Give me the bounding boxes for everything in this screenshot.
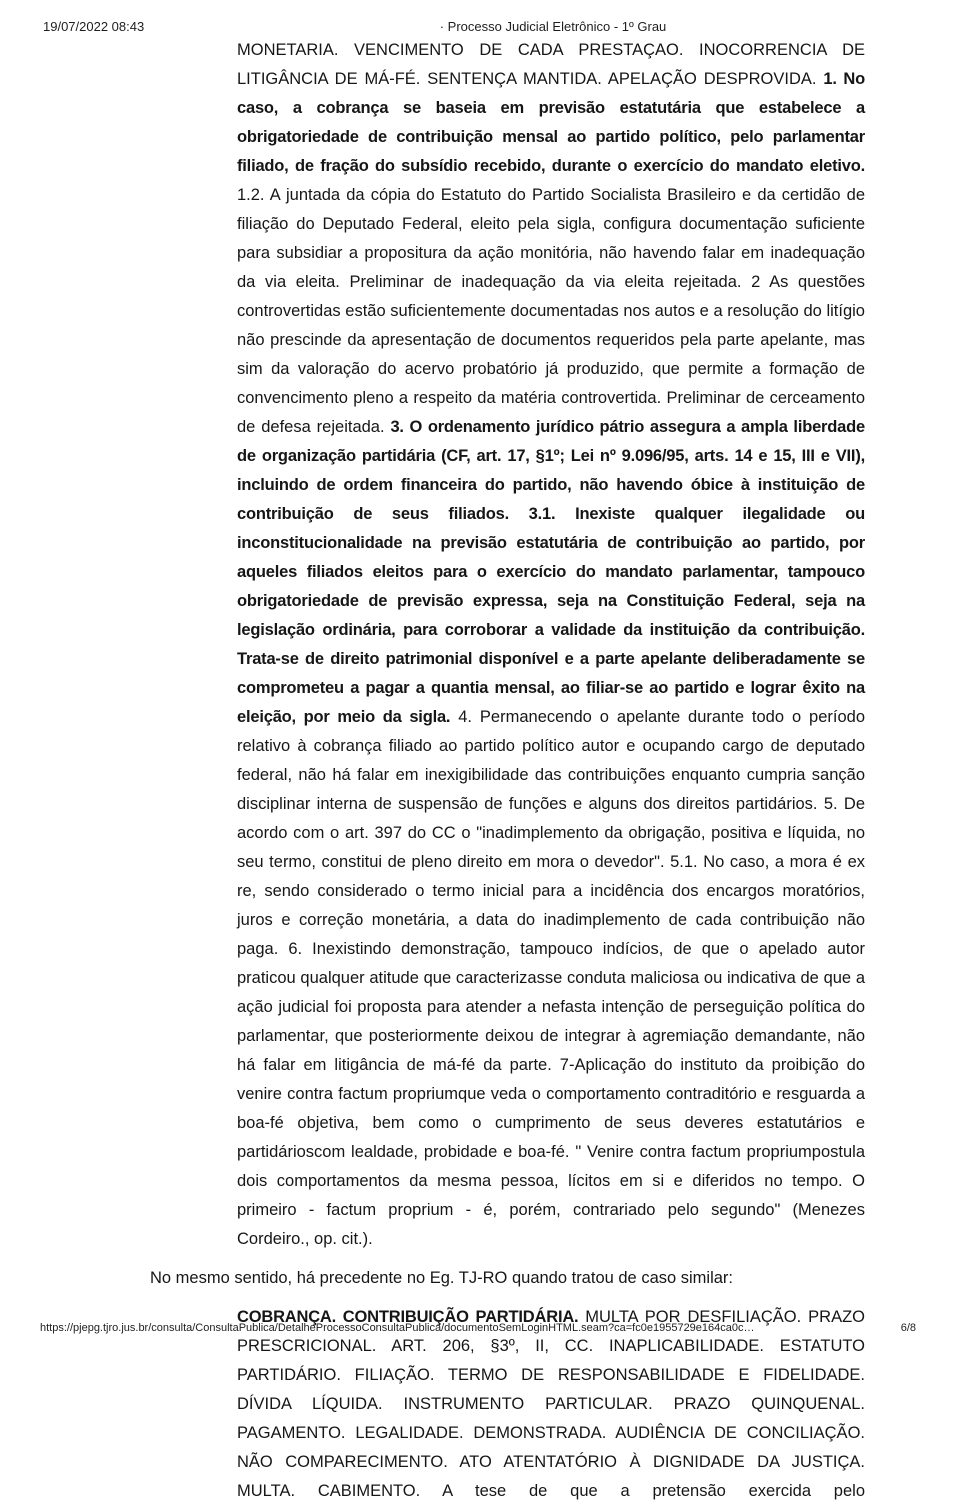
precedent-intro-paragraph: No mesmo sentido, há precedente no Eg. TJ-RO quando tratou de caso similar: [150, 1269, 734, 1287]
page-number: 6/8 [900, 1322, 916, 1334]
precedent-quote-paragraph: COBRANÇA. CONTRIBUIÇÃO PARTIDÁRIA. MULTA POR DESFILIAÇÃO. PRAZO PRESCRICIONAL. ART. 206, §3º, II, CC. INAPLICABILIDADE. ESTATUTO PARTIDÁRIO. FILIAÇÃO. TERMO DE RESPONSABILIDADE E FIDELIDADE. DÍVIDA LÍQUIDA. INSTRUMENTO PARTICULAR. PRAZO QUINQUENAL. PAGAMENTO. LEGALIDADE. DEMONSTRADA. AUDIÊNCIA DE CONCILIAÇÃO. NÃO COMPARECIMENTO. ATO ATENTATÓRIO À DIGNIDADE DA JUSTIÇA. MULTA. CABIMENTO. A tese de que a pretensão exercida pelo [237, 1308, 865, 1500]
print-timestamp: 19/07/2022 08:43 [43, 19, 145, 34]
source-url: https://pjepg.tjro.jus.br/consulta/ConsultaPublica/DetalheProcessoConsultaPublica/documentoSemLoginHTML.seam?ca=fc0e1955729e164ca0c… [40, 1322, 755, 1334]
document-body [150, 36, 865, 1506]
print-footer [0, 1322, 960, 1336]
print-header [0, 19, 960, 37]
ementa-paragraph: MONETARIA. VENCIMENTO DE CADA PRESTAÇAO. INOCORRENCIA DE LITIGÂNCIA DE MÁ-FÉ. SENTENÇA MANTIDA. APELAÇÃO DESPROVIDA. 1. No caso, a cobrança se baseia em previsão estatutária que estabelece a obrigatoriedade de contribuição mensal ao partido político, pelo parlamentar filiado, de fração do subsídio recebido, durante o exercício do mandato eletivo. 1.2. A juntada da cópia do Estatuto do Partido Socialista Brasileiro e da certidão de filiação do Deputado Federal, eleito pela sigla, configura documentação suficiente para subsidiar a propositura da ação monitória, não havendo falar em inadequação da via eleita. Preliminar de inadequação da via eleita rejeitada. 2 As questões controvertidas estão suficientemente documentadas nos autos e a resolução do litígio não prescinde da apresentação de documentos requeridos pela parte apelante, mas sim da valoração do acervo probatório já produzido, que permite a formação de convencimento pleno a respeito da matéria controvertida. Preliminar de cerceamento de defesa rejeitada. 3. O ordenamento jurídico pátrio assegura a ampla liberdade de organização partidária (CF, art. 17, §1º; Lei nº 9.096/95, arts. 14 e 15, III e VII), incluindo de ordem financeira do partido, não havendo óbice à instituição de contribuição de seus filiados. 3.1. Inexiste qualquer ilegalidade ou inconstitucionalidade na previsão estatutária de contribuição ao partido, por aqueles filiados eleitos para o exercício do mandato parlamentar, tampouco obrigatoriedade de previsão expressa, seja na Constituição Federal, seja na legislação ordinária, para corroborar a validade da instituição da contribuição. Trata-se de direito patrimonial disponível e a parte apelante deliberadamente se comprometeu a pagar a quantia mensal, ao filiar-se ao partido e lograr êxito na eleição, por meio da sigla. 4. Permanecendo o apelante durante todo o período relativo à cobrança filiado ao partido político autor e ocupando cargo de deputado federal, não há falar em inexigibilidade das contribuições enquanto cumpria sanção disciplinar interna de suspensão de funções e alguns dos direitos partidários. 5. De acordo com o art. 397 do CC o "inadimplemento da obrigação, positiva e líquida, no seu termo, constitui de pleno direito em mora o devedor". 5.1. No caso, a mora é ex re, sendo considerado o termo inicial para a incidência dos encargos moratórios, juros e correção monetária, a data do inadimplemento de cada contribuição não paga. 6. Inexistindo demonstração, tampouco indícios, de que o apelado autor praticou qualquer atitude que caracterizasse conduta maliciosa ou indicativa de que a ação judicial foi proposta para atender a nefasta intenção de perseguição política do parlamentar, que posteriormente deixou de integrar à agremiação demandante, não há falar em litigância de má-fé da parte. 7-Aplicação do instituto da proibição do venire contra factum propriumque veda o comportamento contraditório e resguarda a boa-fé objetiva, bem como o cumprimento de seus deveres estatutários e partidárioscom lealdade, probidade e boa-fé. " Venire contra factum propriumpostula dois comportamentos da mesma pessoa, lícitos em si e diferidos no tempo. O primeiro - factum proprium - é, porém, contrariado pelo segundo" (Menezes Cordeiro., op. cit.). [237, 41, 865, 1248]
document-header-title: · Processo Judicial Eletrônico - 1º Grau [439, 19, 667, 34]
